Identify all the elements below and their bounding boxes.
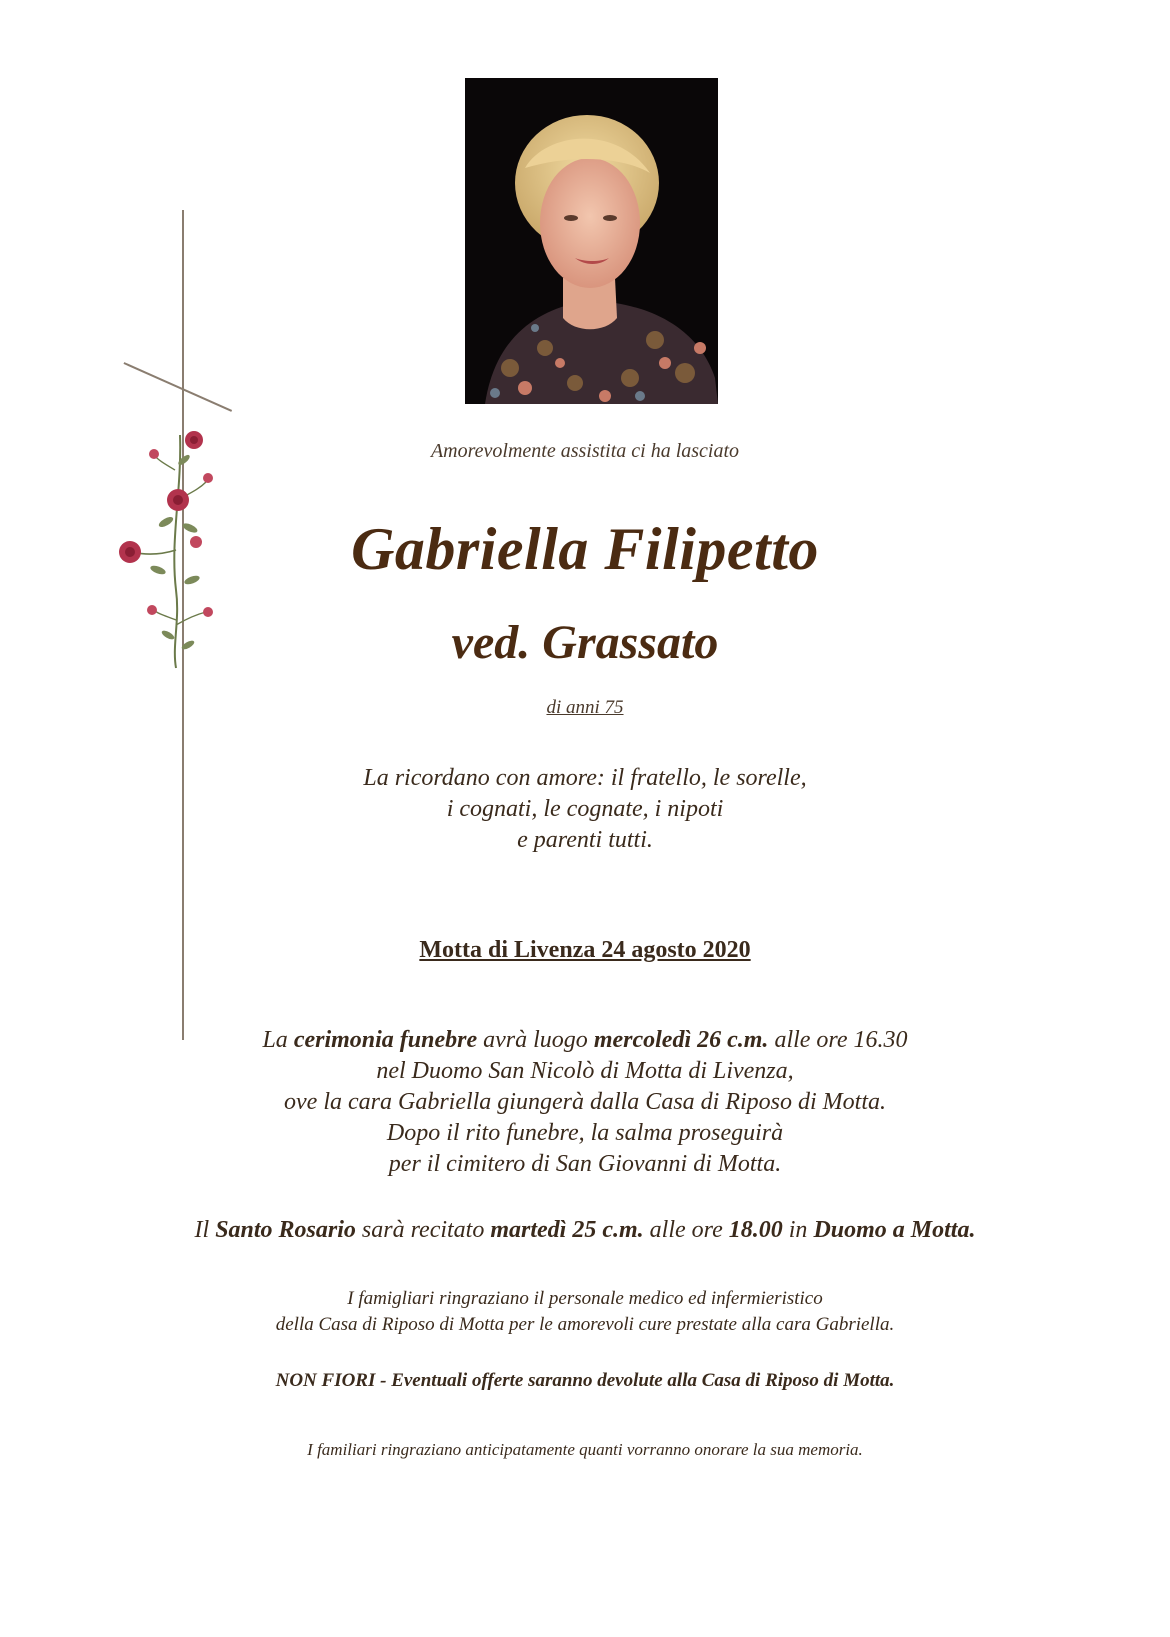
ceremony-line-4: Dopo il rito funebre, la salma proseguirà [386,1120,784,1146]
thanks-block [0,1286,1170,1338]
ceremony-line-2: nel Duomo San Nicolò di Motta di Livenza, [376,1058,794,1084]
ceremony-block [0,1025,1170,1180]
rosary-time: 18.00 [728,1217,783,1243]
ceremony-bold: cerimonia funebre [293,1027,478,1053]
cross-horizontal-line [124,362,232,411]
mourners-block [0,763,1170,856]
rosary-text: alle ore [643,1217,729,1243]
mourners-line: i cognati, le cognate, i nipoti [446,796,724,822]
intro-text: Amorevolmente assistita ci ha lasciato [430,440,740,462]
ceremony-text: avrà luogo [477,1027,594,1053]
deceased-name: Gabriella Filipetto [351,516,819,582]
rosary-date: martedì 25 c.m. [490,1217,644,1243]
mourners-line: La ricordano con amore: il fratello, le sorelle, [363,765,807,791]
ceremony-line-5: per il cimitero di San Giovanni di Motta. [388,1151,782,1177]
place-date-wrapper [0,937,1170,964]
married-name: ved. Grassato [451,616,719,669]
rosary-line [0,1217,1170,1244]
rosary-text: sarà recitato [355,1217,491,1243]
rosary-location: Duomo a Motta. [813,1217,976,1243]
final-thanks: I familiari ringraziano anticipatamente quanti vorranno onorare la sua memoria. [307,1440,863,1459]
rosary-text: Il [194,1217,216,1243]
ceremony-date: mercoledì 26 c.m. [593,1027,769,1053]
non-fiori-notice: NON FIORI - Eventuali offerte saranno devolute alla Casa di Riposo di Motta. [275,1370,895,1391]
ceremony-line-3: ove la cara Gabriella giungerà dalla Casa di Riposo di Motta. [284,1089,886,1115]
mourners-line: e parenti tutti. [517,827,653,853]
rosary-bold: Santo Rosario [215,1217,356,1243]
ceremony-line-1 [0,1025,1170,1056]
thanks-line: I famigliari ringraziano il personale medico ed infermieristico [347,1288,823,1309]
ceremony-time: alle ore 16.30 [768,1027,908,1053]
ceremony-text: La [262,1027,294,1053]
place-date: Motta di Livenza 24 agosto 2020 [419,937,751,963]
age-text: di anni 75 [546,697,624,718]
thanks-line: della Casa di Riposo di Motta per le amorevoli cure prestate alla cara Gabriella. [275,1314,895,1335]
rosary-text: in [782,1217,814,1243]
age-wrapper [0,697,1170,719]
portrait-photo [465,78,718,404]
